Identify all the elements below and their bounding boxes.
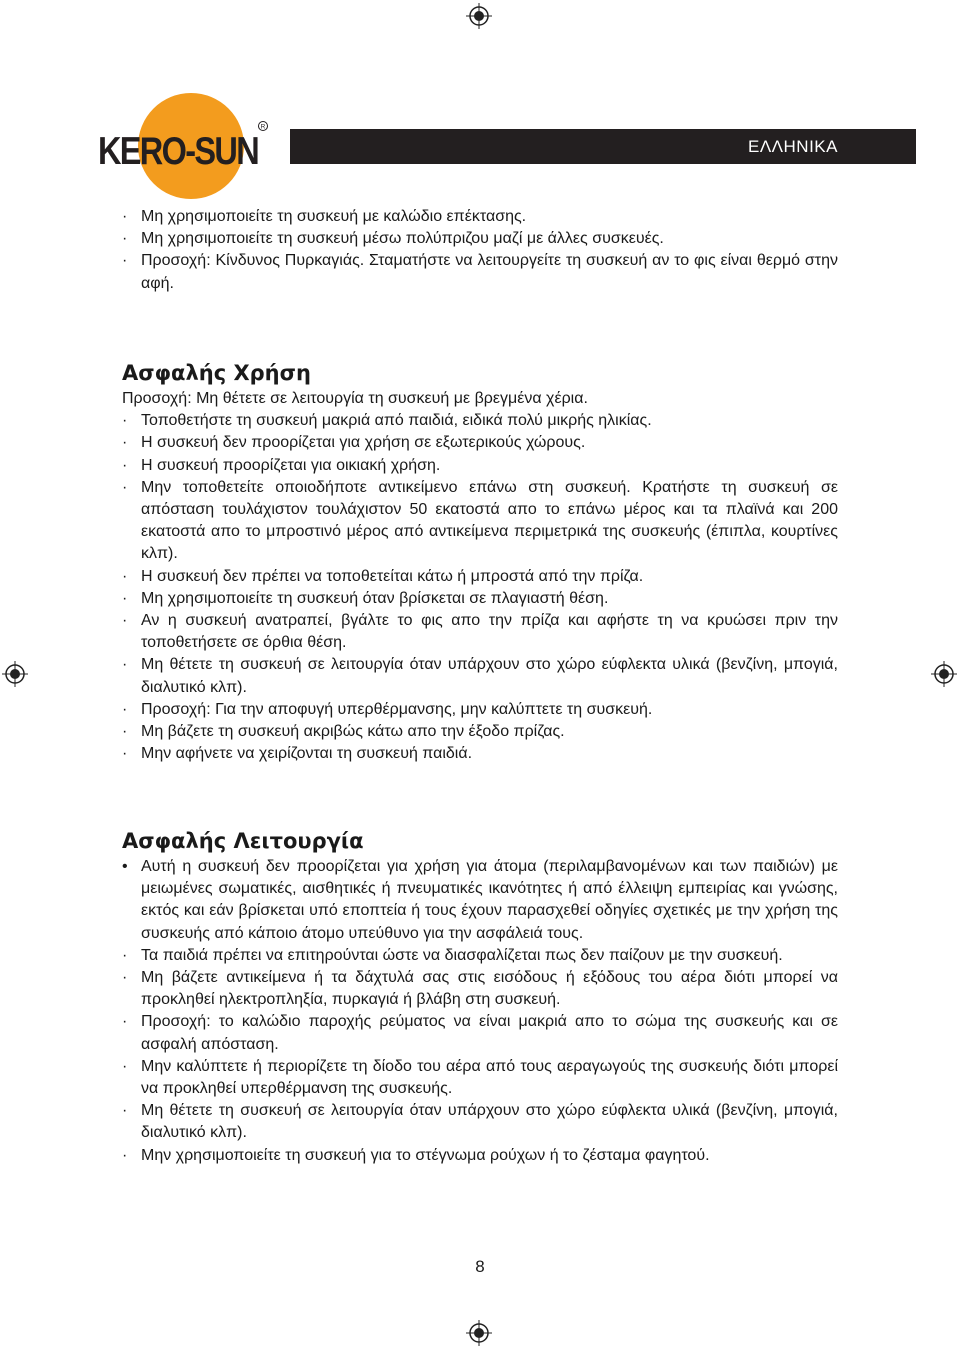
list-item: · Τα παιδιά πρέπει να επιτηρούνται ώστε να διασφαλίζεται πως δεν παίζουν με την συσκευή. bbox=[122, 946, 783, 964]
list-item: · Μην καλύπτετε ή περιορίζετε τη δίοδο του αέρα από τους αεραγωγούς της συσκευής διότι μπορεί να προκληθεί υπερθέρμανση της συσκευής. bbox=[122, 1057, 838, 1098]
section-heading-safe-use: Ασφαλής Χρήση bbox=[122, 361, 311, 385]
list-item: · Μη χρησιμοποιείτε τη συσκευή όταν βρίσκεται σε πλαγιαστή θέση. bbox=[122, 589, 609, 607]
registration-mark-icon bbox=[466, 3, 492, 29]
page-number: 8 bbox=[475, 1257, 485, 1276]
list-item: · Προσοχή: Κίνδυνος Πυρκαγιάς. Σταματήστε να λειτουργείτε τη συσκευή αν το φις είναι θερμό στην αφή. bbox=[122, 252, 838, 292]
list-item: • Αυτή η συσκευή δεν προορίζεται για χρήση για άτομα (περιλαμβανομένων και των παιδιών) με μειωμένες σωματικές, αισθητικές ή πνευματικές ικανότητες ή από έλλειψη εμπειρίας και γνώσης, εκτός και εάν βρίσκεται υπό εποπτεία ή τους έχουν παρασχεθεί οδηγίες σχετικές με την χρήση της συσκευής από κάποιο άτομο υπεύθυνο για την ασφάλειά τους. bbox=[122, 858, 838, 942]
safe-operation-list bbox=[122, 856, 838, 1167]
list-item: · Προσοχή: το καλώδιο παροχής ρεύματος να είναι μακριά απο το σώμα της συσκευής και σε ασφαλή απόσταση. bbox=[122, 1013, 838, 1053]
list-item: · Προσοχή: Για την αποφυγή υπερθέρμανσης, μην καλύπτετε τη συσκευή. bbox=[122, 700, 653, 718]
registration-mark-icon bbox=[2, 661, 28, 687]
kerosun-logo bbox=[96, 92, 276, 202]
list-item: · Μην τοποθετείτε οποιοδήποτε αντικείμενο επάνω στη συσκευή. Κρατήστε τη συσκευή σε απόσταση τουλάχιστον τουλάχιστον 50 εκατοστά απο το επάνω μέρος και τα πλαϊνά και 200 εκατοστά απο το μπροστινό μέρος από αντικείμενα περιμετρικά της συσκευής (έπιπλα, κουρτίνες κλπ). bbox=[122, 478, 838, 563]
list-item: · Μη χρησιμοποιείτε τη συσκευή μέσω πολύπριζου μαζί με άλλες συσκευές. bbox=[122, 230, 664, 248]
list-item: · Μη θέτετε τη συσκευή σε λειτουργία όταν υπάρχουν στο χώρο εύφλεκτα υλικά (βενζίνη, μπογιά, διαλυτικό κλπ). bbox=[122, 656, 838, 696]
list-item: · Μη βάζετε αντικείμενα ή τα δάχτυλά σας στις εισόδους ή εξόδους του αέρα διότι μπορεί να προκληθεί ηλεκτροπληξία, πυρκαγιά ή βλάβη στη συσκευή. bbox=[122, 969, 838, 1009]
list-item: · Η συσκευή προορίζεται για οικιακή χρήση. bbox=[122, 456, 441, 474]
language-bar bbox=[290, 129, 916, 164]
list-item: · Μην αφήνετε να χειρίζονται τη συσκευή παιδιά. bbox=[122, 745, 473, 763]
intro-list bbox=[122, 206, 838, 295]
safe-use-list bbox=[122, 388, 838, 765]
list-item: · Αν η συσκευή ανατραπεί, βγάλτε το φις απο την πρίζα και αφήστε τη να κρυώσει πριν την τοποθετήσετε σε όρθια θέση. bbox=[122, 612, 838, 652]
list-item: · Μη θέτετε τη συσκευή σε λειτουργία όταν υπάρχουν στο χώρο εύφλεκτα υλικά (βενζίνη, μπογιά, διαλυτικό κλπ). bbox=[122, 1102, 838, 1142]
registration-mark-icon bbox=[466, 1320, 492, 1346]
list-item: · Η συσκευή δεν πρέπει να τοποθετείται κάτω ή μπροστά από την πρίζα. bbox=[122, 567, 644, 585]
language-label: ΕΛΛΗΝΙΚΑ bbox=[747, 136, 838, 156]
logo-wordmark: KERO-SUN bbox=[98, 130, 258, 173]
list-item: · Μην χρησιμοποιείτε τη συσκευή για το στέγνωμα ρούχων ή το ζέσταμα φαγητού. bbox=[122, 1146, 710, 1164]
list-item: · Μη βάζετε τη συσκευή ακριβώς κάτω απο την έξοδο πρίζας. bbox=[122, 723, 565, 741]
registration-mark-icon bbox=[931, 661, 957, 687]
list-item: · Μη χρησιμοποιείτε τη συσκευή με καλώδιο επέκτασης. bbox=[122, 208, 527, 225]
section-heading-safe-operation: Ασφαλής Λειτουργία bbox=[122, 829, 364, 853]
svg-text:R: R bbox=[260, 123, 266, 131]
list-item: · Η συσκευή δεν προορίζεται για χρήση σε εξωτερικούς χώρους. bbox=[122, 434, 586, 452]
warning-lead: Προσοχή: Μη θέτετε σε λειτουργία τη συσκευή με βρεγμένα χέρια. bbox=[122, 390, 588, 407]
list-item: · Τοποθετήστε τη συσκευή μακριά από παιδιά, ειδικά πολύ μικρής ηλικίας. bbox=[122, 412, 652, 430]
